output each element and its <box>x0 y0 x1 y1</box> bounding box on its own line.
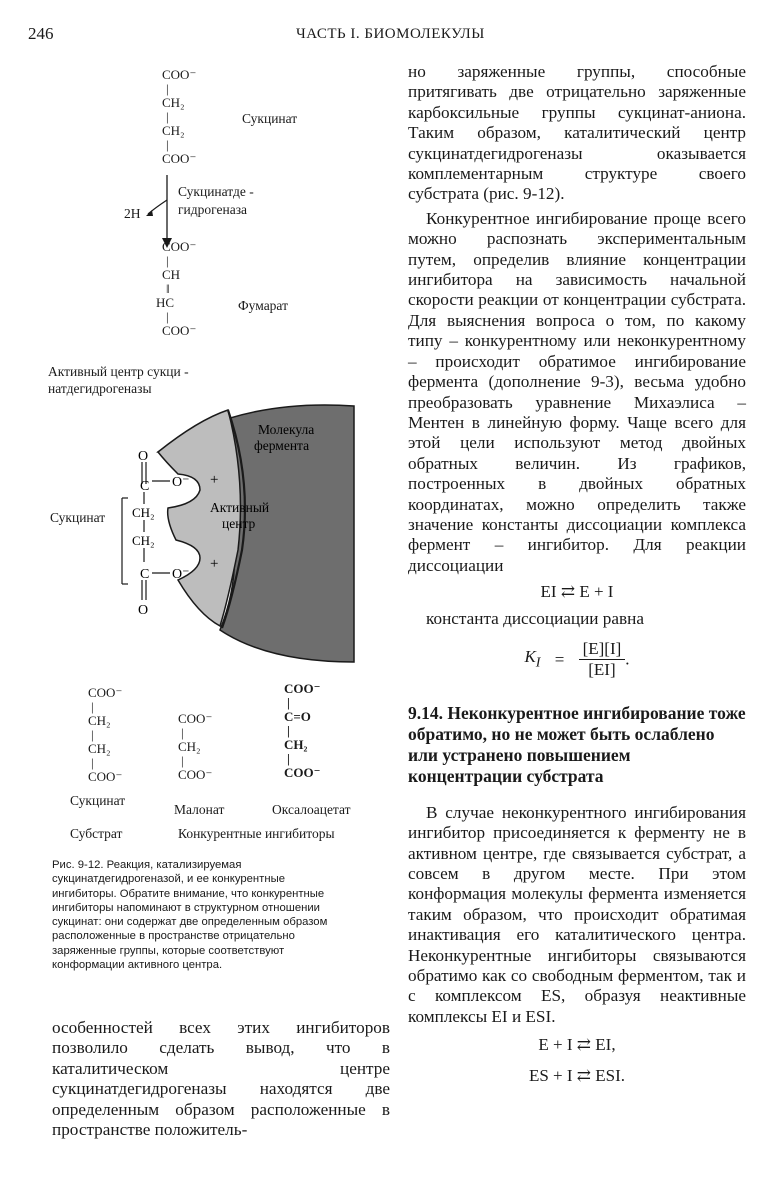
atom-o-top: O <box>138 449 149 464</box>
chem-line: COO⁻ <box>162 239 197 254</box>
active-center-label-2: центр <box>222 516 256 531</box>
substrate-label-middle: Сукцинат <box>50 510 106 525</box>
ki-fraction <box>579 639 626 681</box>
chem-line: COO⁻ <box>162 67 197 82</box>
chem-line: CH₂ <box>284 737 308 752</box>
paragraph: особенностей всех этих ингибиторов позволило сделать вывод, что в каталитическом центре сукцинатдегидрогеназы находятся две определенным образом расположенные в пространстве положитель- <box>52 1018 390 1140</box>
atom-c-top: C <box>140 479 150 494</box>
chem-line: CH₂ <box>88 713 111 728</box>
left-column-text <box>52 1018 390 1140</box>
chem-line: COO⁻ <box>178 767 213 782</box>
chem-line: CH₂ <box>162 123 185 138</box>
plus-charge-top: + <box>210 472 219 488</box>
chem-line: CH₂ <box>88 741 111 756</box>
chem-line: COO⁻ <box>162 151 197 166</box>
chem-line: COO⁻ <box>284 681 321 696</box>
equation-ei: E + I ⇄ EI, <box>538 1035 616 1055</box>
ki-subscript: I <box>535 654 541 671</box>
paragraph-3: константа диссоциации равна <box>426 608 644 628</box>
equation-dissociation: EI ⇄ E + I <box>540 582 614 602</box>
ki-k: K <box>524 646 536 666</box>
chem-line: COO⁻ <box>162 323 197 338</box>
atom-ch2-1: CH₂ <box>132 505 155 520</box>
chem-line: CH₂ <box>162 95 185 110</box>
chem-line: CH₂ <box>178 739 201 754</box>
malonate-structure: COO⁻ | CH₂ | COO⁻ <box>178 711 213 782</box>
equation-ki: $K_I$ = $\frac{[E][I]}{[EI]}$ . <box>524 638 630 680</box>
enzyme-molecule-label-1: Молекула <box>258 422 315 437</box>
running-title: ЧАСТЬ I. БИОМОЛЕКУЛЫ <box>296 26 485 42</box>
chem-line: COO⁻ <box>284 765 321 780</box>
atom-o-bottom: O <box>138 603 149 618</box>
chem-line: C=O <box>284 709 311 724</box>
page-number: 246 <box>28 24 54 43</box>
ki-symbol <box>524 647 540 673</box>
chem-line: HC <box>156 295 175 310</box>
ki-numerator: [E][I] <box>579 639 626 660</box>
ki-denominator: [EI] <box>588 660 616 680</box>
active-site-caption-1: Активный центр сукци - <box>48 364 189 379</box>
succinate-structure-bottom: COO⁻ | CH₂ | CH₂ | COO⁻ <box>88 685 123 784</box>
enzyme-label-2: гидрогеназа <box>178 202 248 217</box>
paragraph-1: но заряженные группы, способные притягивать две отрицательно заряженные карбоксильные группы сукцинат-аниона. Таким образом, каталитический центр сукцинатдегидрогеназы оказывается комплементарным структуре своего субстрата (рис. 9-12). <box>408 62 746 204</box>
chem-line: COO⁻ <box>88 685 123 700</box>
right-column <box>408 62 746 1086</box>
paragraph-2: Конкурентное ингибирование проще всего можно распознать экспериментальным путем, определив влияние концентрации ингибитора на зависимость начальной скорости реакции от концентрации субстрата. Для выяснения вопроса о том, по какому типу – конкурентному или неконкурентному – происходит обратимое ингибирование фермента (дополнение 9-3), весьма удобно преобразовать уравнение Михаэлиса – Ментен в линейную форму. Чаще всего для этой цели используют метод двойных обратных величин. Из графиков, построенных в двойных обратных координатах, можно определить также значение константы диссоциации комплекса фермент – ингибитор. Для реакции диссоциации <box>408 208 746 575</box>
atom-c-bottom: C <box>140 567 150 582</box>
equation-esi: ES + I ⇄ ESI. <box>528 1065 626 1085</box>
succinate-structure-top: COO⁻ | CH₂ | CH₂ | COO⁻ <box>162 67 197 166</box>
oxaloacetate-label: Оксалоацетат <box>272 802 351 817</box>
chem-line: COO⁻ <box>88 769 123 784</box>
atom-ch2-2: CH₂ <box>132 533 155 548</box>
atom-o-minus-top: O⁻ <box>172 475 190 490</box>
chem-line: COO⁻ <box>178 711 213 726</box>
active-site-diagram <box>118 400 368 670</box>
chem-line: CH <box>162 267 181 282</box>
plus-charge-bottom: + <box>210 556 219 572</box>
enzyme-label-1: Сукцинатде - <box>178 184 254 199</box>
active-site-caption-2: натдегидрогеназы <box>48 381 152 396</box>
succinate-label-bottom: Сукцинат <box>70 793 126 808</box>
inhibitors-caption: Конкурентные ингибиторы <box>178 826 335 841</box>
substrate-caption: Субстрат <box>70 826 123 841</box>
figure-caption: Рис. 9-12. Реакция, катализируемая сукцинатдегидрогеназой, и ее конкурентные ингибиторы. Обратите внимание, что конкурентные ингибиторы напоминают в структурном отношении сукцинат: они содержат две определенным образом расположенные в пространстве отрицательно заряженные группы, которые соответствуют конформации активного центра. <box>52 859 328 972</box>
atom-o-minus-bottom: O⁻ <box>172 567 190 582</box>
fumarate-label: Фумарат <box>238 298 288 313</box>
enzyme-molecule-label-2: фермента <box>254 438 310 453</box>
succinate-label-top: Сукцинат <box>242 111 298 126</box>
malonate-label: Малонат <box>174 802 225 817</box>
hydrogen-label: 2H <box>124 206 141 221</box>
section-heading: 9.14. Неконкурентное ингибирование тоже обратимо, но не может быть ослаблено или устранено повышением концентрации субстрата <box>408 702 746 786</box>
paragraph-4: В случае неконкурентного ингибирования ингибитор присоединяется к ферменту не в активном центре, где связывается субстрат, а совсем в другом месте. При этом конформация молекулы фермента изменяется таким образом, что происходит обратимая инактивация его каталитического центра. Неконкурентные ингибиторы связываются обратимо как со свободным ферментом, так и с комплексом ES, образуя неактивные комплексы EI и ESI. <box>408 802 746 1026</box>
active-center-label-1: Активный <box>210 500 270 515</box>
fumarate-structure: COO⁻ | CH ‖ HC | COO⁻ <box>156 239 197 338</box>
oxaloacetate-structure: COO⁻ | C=O | CH₂ | COO⁻ <box>284 681 321 780</box>
